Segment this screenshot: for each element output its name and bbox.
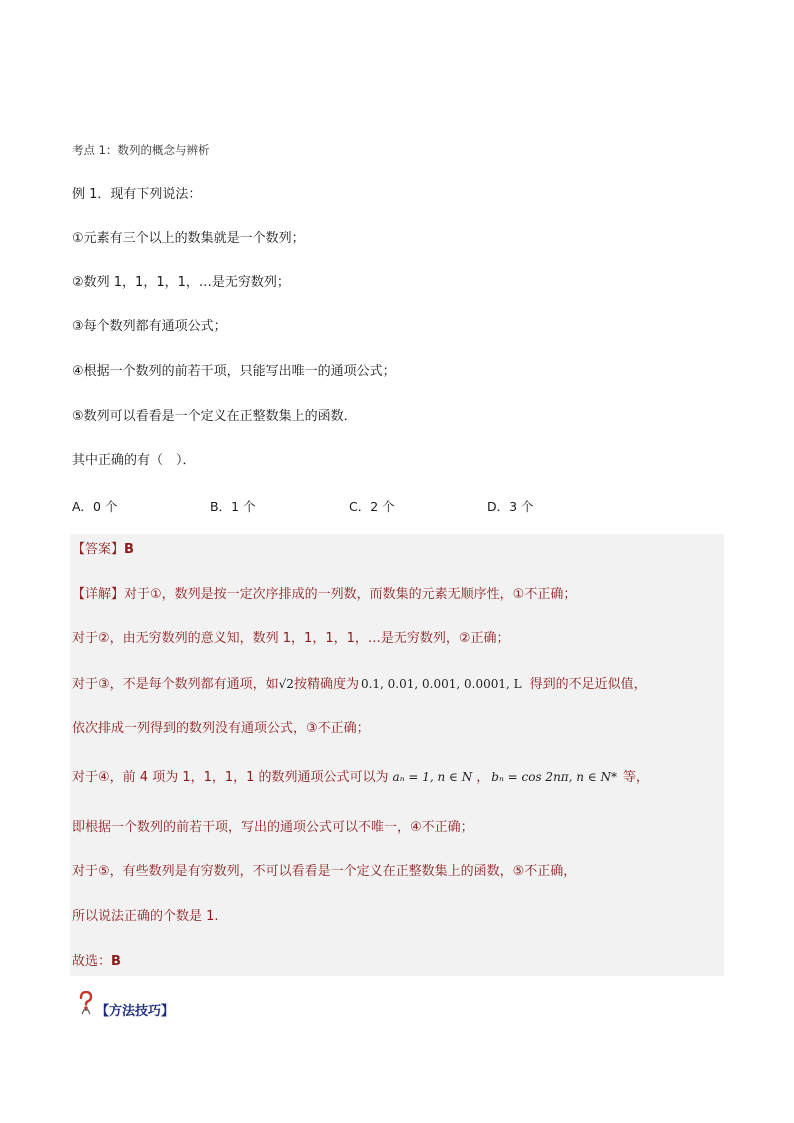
detail-text-3b: 按精确度为	[293, 677, 359, 692]
topic-heading: 考点 1：数列的概念与辨析	[72, 143, 210, 157]
detail-text-3c: 得到的不足近似值，	[529, 677, 647, 692]
detail-line-1	[72, 586, 576, 604]
answer-value: B	[124, 542, 134, 557]
statement-5: ⑤数列可以看看是一个定义在正整数集上的函数．	[72, 409, 357, 424]
formula-a-n: aₙ = 1, n ∈ N	[392, 770, 473, 784]
option-d: D．3 个	[487, 499, 534, 514]
example-title: 例 1．现有下列说法：	[72, 187, 202, 202]
detail-label: 【详解】	[72, 587, 125, 602]
option-a: A．0 个	[72, 499, 118, 514]
detail-line-5	[72, 768, 649, 787]
question-text: 其中正确的有（ ）．	[72, 453, 196, 468]
conclusion-line	[72, 953, 121, 971]
method-tip-heading: 【方法技巧】	[96, 1004, 175, 1019]
answer-label: 【答案】	[72, 542, 125, 557]
approximation-sequence-formula: 0.1, 0.01, 0.001, 0.0001, L	[360, 677, 522, 691]
detail-sep-5: ，	[476, 770, 490, 785]
conclusion-label: 故选：	[72, 954, 112, 969]
statement-3: ③每个数列都有通项公式；	[72, 319, 227, 334]
option-c: C．2 个	[349, 499, 395, 514]
detail-line-6: 即根据一个数列的前若干项，写出的通项公式可以不唯一，④不正确；	[72, 820, 474, 835]
detail-line-4: 依次排成一列得到的数列没有通项公式，③不正确；	[72, 721, 370, 736]
detail-text-3a: 对于③，不是每个数列都有通项，如	[72, 677, 279, 692]
conclusion-value: B	[111, 954, 121, 969]
option-b: B．1 个	[210, 499, 256, 514]
statement-4: ④根据一个数列的前若干项，只能写出唯一的通项公式；	[72, 364, 396, 379]
detail-line-7: 对于⑤，有些数列是有穷数列，不可以看看是一个定义在正整数集上的函数，⑤不正确，	[72, 864, 577, 879]
answer-line	[72, 541, 134, 559]
detail-text-1: 对于①，数列是按一定次序排成的一列数，而数集的元素无顺序性，①不正确；	[124, 587, 577, 602]
formula-b-n: bₙ = cos 2nπ, n ∈ N*	[491, 770, 621, 784]
sqrt-two-formula: √2	[278, 677, 294, 691]
detail-line-8: 所以说法正确的个数是 1.	[72, 909, 219, 924]
detail-line-3	[72, 675, 647, 694]
detail-text-5b: 等，	[622, 770, 649, 785]
statement-2: ②数列 1，1，1，1，…是无穷数列；	[72, 275, 290, 290]
detail-text-5a: 对于④，前 4 项为 1，1，1，1 的数列通项公式可以为	[72, 770, 389, 785]
question-mark-person-icon	[78, 991, 94, 1015]
statement-1: ①元素有三个以上的数集就是一个数列；	[72, 231, 305, 246]
detail-line-2: 对于②，由无穷数列的意义知，数列 1，1，1，1，…是无穷数列，②正确；	[72, 631, 510, 646]
